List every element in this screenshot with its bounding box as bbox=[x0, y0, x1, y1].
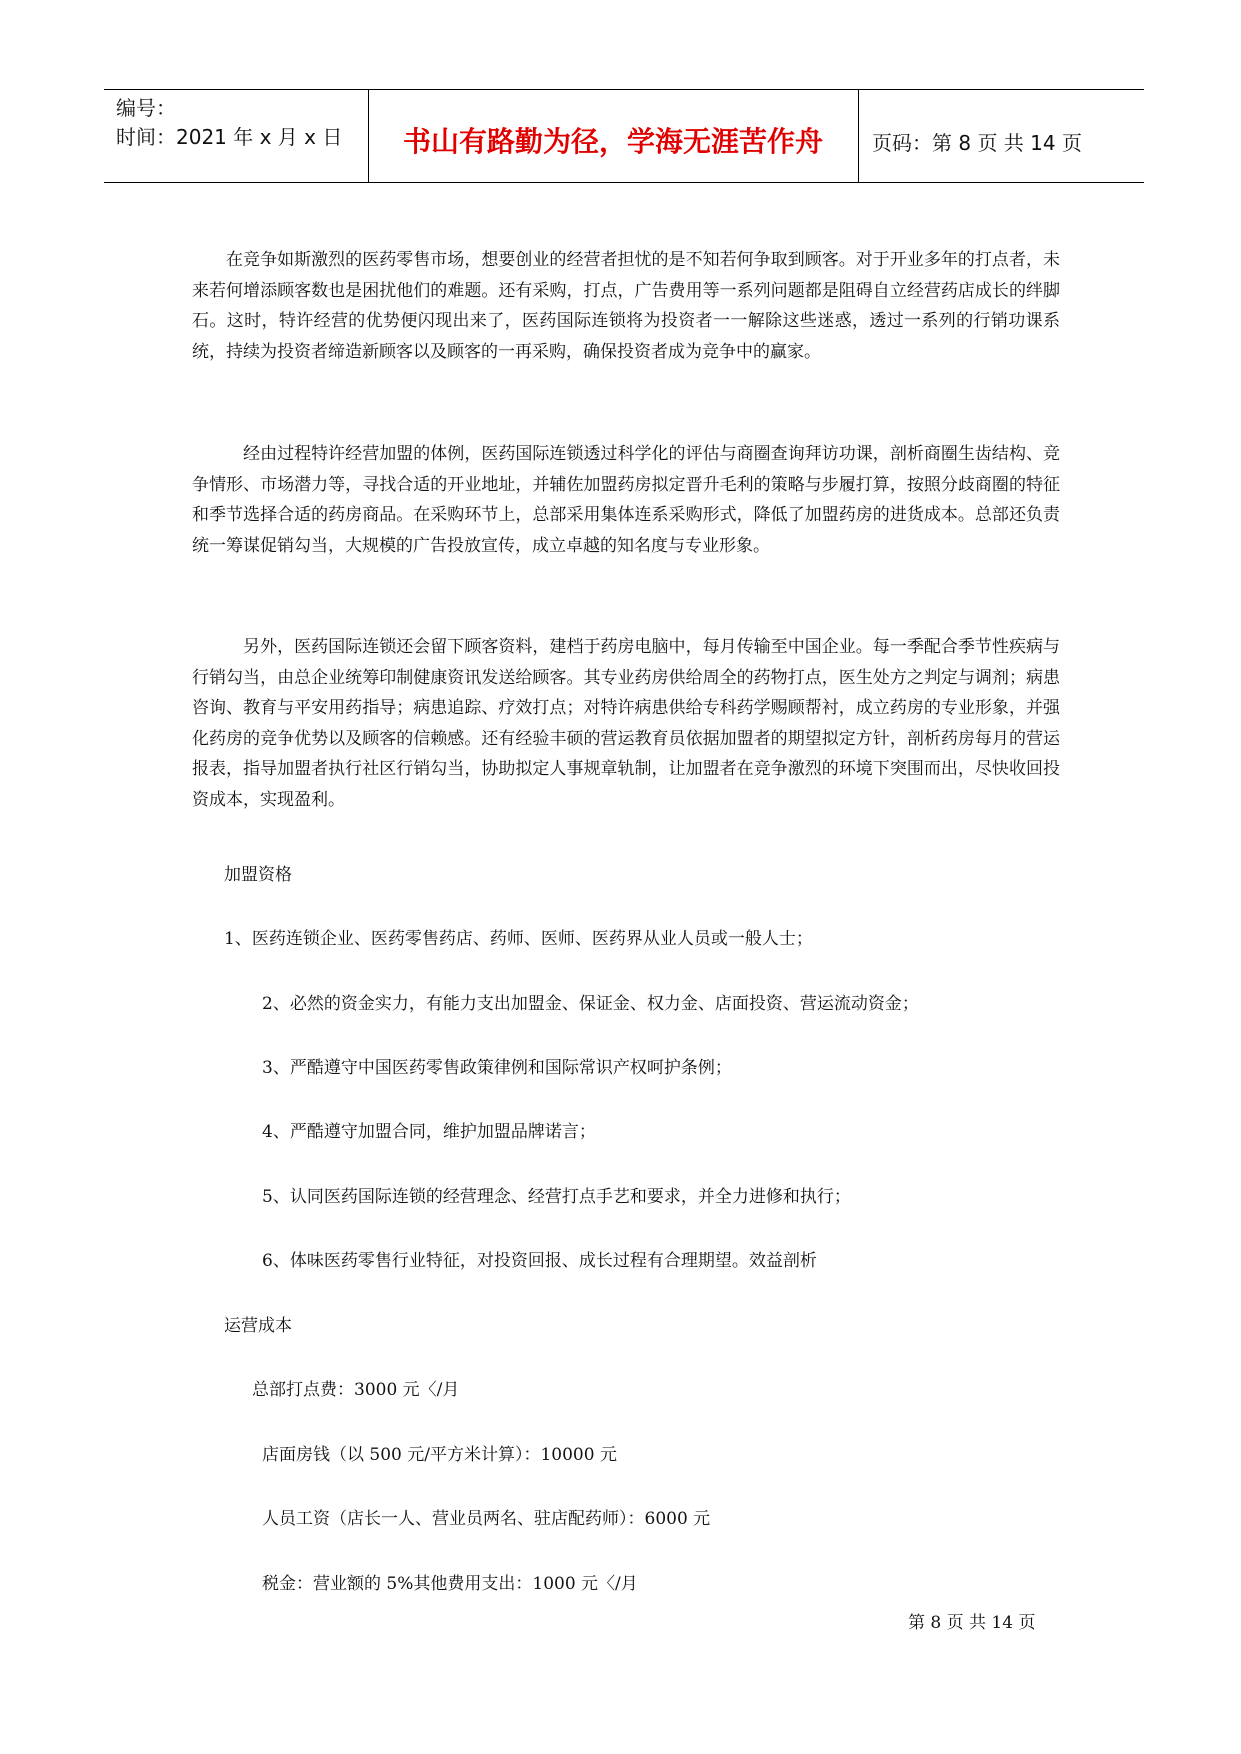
paragraph-intro: 在竞争如斯激烈的医药零售市场，想要创业的经营者担忧的是不知若何争取到顾客。对于开业多年的打点者，未来若何增添顾客数也是困扰他们的难题。还有采购，打点，广告费用等一系列问题都是阻碍自立经营药店成长的绊脚石。这时，特许经营的优势便闪现出来了，医药国际连锁将为投资者一一解除这些迷惑，透过一系列的行销功课系统，持续为投资者缔造新顾客以及顾客的一再采购，确保投资者成为竞争中的赢家。 bbox=[192, 250, 1060, 362]
header-divider-right bbox=[858, 89, 859, 183]
costs-heading: 运营成本 bbox=[224, 1316, 292, 1336]
qualification-heading: 加盟资格 bbox=[224, 865, 292, 885]
paragraph-services: 另外，医药国际连锁还会留下顾客资料，建档于药房电脑中，每月传输至中国企业。每一季配合季节性疾病与行销勾当，由总企业统筹印制健康资讯发送给顾客。其专业药房供给周全的药物打点，医生处方之判定与调剂；病患咨询、教育与平安用药指导；病患追踪、疗效打点；对特许病患供给专科药学赐顾帮衬，成立药房的专业形象，并强化药房的竞争优势以及顾客的信赖感。还有经验丰硕的营运教育员依据加盟者的期望拟定方针，剖析药房每月的营运报表，指导加盟者执行社区行销勾当，协助拟定人事规章轨制，让加盟者在竞争激烈的环境下突围而出，尽快收回投资成本，实现盈利。 bbox=[192, 637, 1060, 810]
cost-item: 店面房钱（以 500 元/平方米计算）：10000 元 bbox=[262, 1445, 617, 1465]
page-footer: 第 8 页 共 14 页 bbox=[908, 1613, 1036, 1633]
cost-item: 人员工资（店长一人、营业员两名、驻店配药师）：6000 元 bbox=[262, 1509, 711, 1529]
header-page-number: 页码：第 8 页 共 14 页 bbox=[872, 131, 1082, 155]
qualification-item: 1、医药连锁企业、医药零售药店、药师、医师、医药界从业人员或一般人士； bbox=[224, 929, 813, 949]
qualification-item: 5、认同医药国际连锁的经营理念、经营打点手艺和要求，并全力进修和执行； bbox=[262, 1187, 851, 1207]
qualification-item: 2、必然的资金实力，有能力支出加盟金、保证金、权力金、店面投资、营运流动资金； bbox=[262, 994, 919, 1014]
header-top-rule bbox=[104, 89, 1144, 90]
qualification-item: 4、严酷遵守加盟合同，维护加盟品牌诺言； bbox=[262, 1122, 596, 1142]
time-label: 时间：2021 年 x 月 x 日 bbox=[116, 125, 343, 149]
cost-item: 税金：营业额的 5%其他费用支出：1000 元〈/月 bbox=[262, 1574, 638, 1594]
cost-item: 总部打点费：3000 元〈/月 bbox=[252, 1380, 460, 1400]
header-motto: 书山有路勤为径，学海无涯苦作舟 bbox=[402, 125, 823, 158]
paragraph-franchise: 经由过程特许经营加盟的体例，医药国际连锁透过科学化的评估与商圈查询拜访功课，剖析商圈生齿结构、竞争情形、市场潜力等，寻找合适的开业地址，并辅佐加盟药房拟定晋升毛利的策略与步履打算，按照分歧商圈的特征和季节选择合适的药房商品。在采购环节上，总部采用集体连系采购形式，降低了加盟药房的进货成本。总部还负责统一筹谋促销勾当，大规模的广告投放宣传，成立卓越的知名度与专业形象。 bbox=[192, 444, 1060, 556]
serial-label: 编号： bbox=[116, 96, 176, 120]
qualification-item: 6、体味医药零售行业特征，对投资回报、成长过程有合理期望。效益剖析 bbox=[262, 1251, 817, 1271]
header-bottom-rule bbox=[104, 182, 1144, 183]
qualification-item: 3、严酷遵守中国医药零售政策律例和国际常识产权呵护条例； bbox=[262, 1058, 732, 1078]
